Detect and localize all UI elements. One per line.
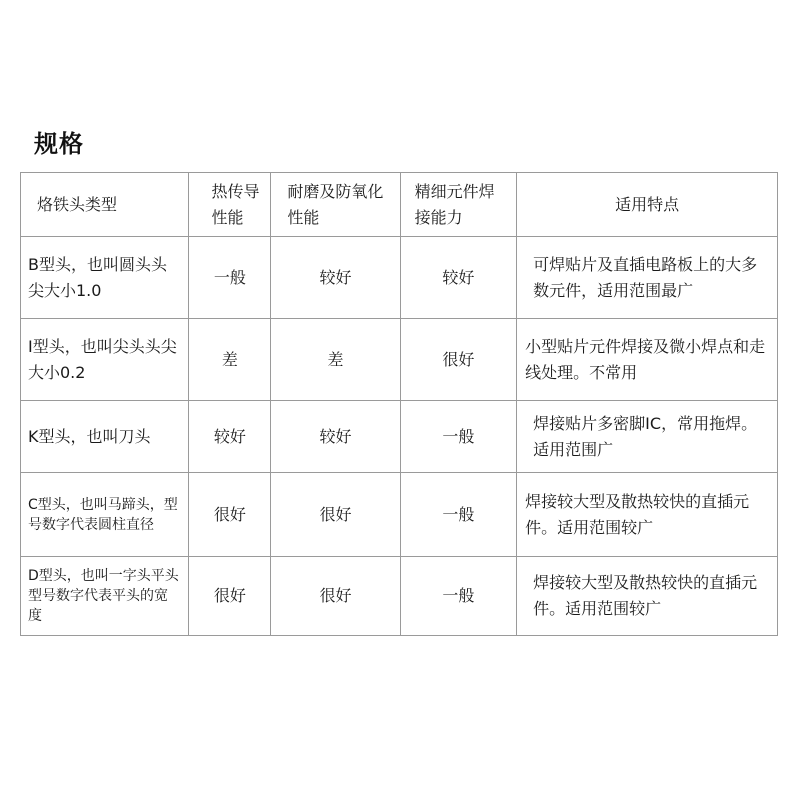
cell-wear-resistance: 很好 (271, 557, 400, 636)
cell-heat-conduction: 较好 (189, 401, 271, 473)
cell-tip-type: B型头，也叫圆头头尖大小1.0 (21, 237, 189, 319)
cell-use-features: 可焊贴片及直插电路板上的大多数元件，适用范围最广 (517, 237, 778, 319)
cell-tip-type: K型头，也叫刀头 (21, 401, 189, 473)
header-heat-conduction: 热传导性能 (189, 173, 271, 237)
cell-fine-soldering: 一般 (400, 401, 517, 473)
cell-tip-type: C型头，也叫马蹄头，型号数字代表圆柱直径 (21, 473, 189, 557)
table-header-row (21, 173, 778, 237)
cell-heat-conduction: 很好 (189, 557, 271, 636)
header-use-features: 适用特点 (517, 173, 778, 237)
cell-use-features: 小型贴片元件焊接及微小焊点和走线处理。不常用 (517, 319, 778, 401)
table-row (21, 473, 778, 557)
header-fine-soldering: 精细元件焊接能力 (400, 173, 517, 237)
cell-wear-resistance: 差 (271, 319, 400, 401)
cell-wear-resistance: 较好 (271, 401, 400, 473)
cell-use-features: 焊接较大型及散热较快的直插元件。适用范围较广 (517, 557, 778, 636)
spec-table (20, 172, 778, 636)
cell-wear-resistance: 较好 (271, 237, 400, 319)
cell-tip-type: I型头，也叫尖头头尖大小0.2 (21, 319, 189, 401)
cell-heat-conduction: 差 (189, 319, 271, 401)
table-row (21, 557, 778, 636)
cell-fine-soldering: 一般 (400, 557, 517, 636)
cell-fine-soldering: 较好 (400, 237, 517, 319)
table-row (21, 401, 778, 473)
cell-heat-conduction: 一般 (189, 237, 271, 319)
page-title: 规格 (34, 130, 84, 158)
cell-fine-soldering: 很好 (400, 319, 517, 401)
cell-use-features: 焊接较大型及散热较快的直插元件。适用范围较广 (517, 473, 778, 557)
header-wear-resistance: 耐磨及防氧化性能 (271, 173, 400, 237)
cell-use-features: 焊接贴片多密脚IC，常用拖焊。适用范围广 (517, 401, 778, 473)
table-row (21, 237, 778, 319)
cell-fine-soldering: 一般 (400, 473, 517, 557)
cell-tip-type: D型头，也叫一字头平头型号数字代表平头的宽度 (21, 557, 189, 636)
cell-wear-resistance: 很好 (271, 473, 400, 557)
cell-heat-conduction: 很好 (189, 473, 271, 557)
table-row (21, 319, 778, 401)
header-tip-type: 烙铁头类型 (21, 173, 189, 237)
